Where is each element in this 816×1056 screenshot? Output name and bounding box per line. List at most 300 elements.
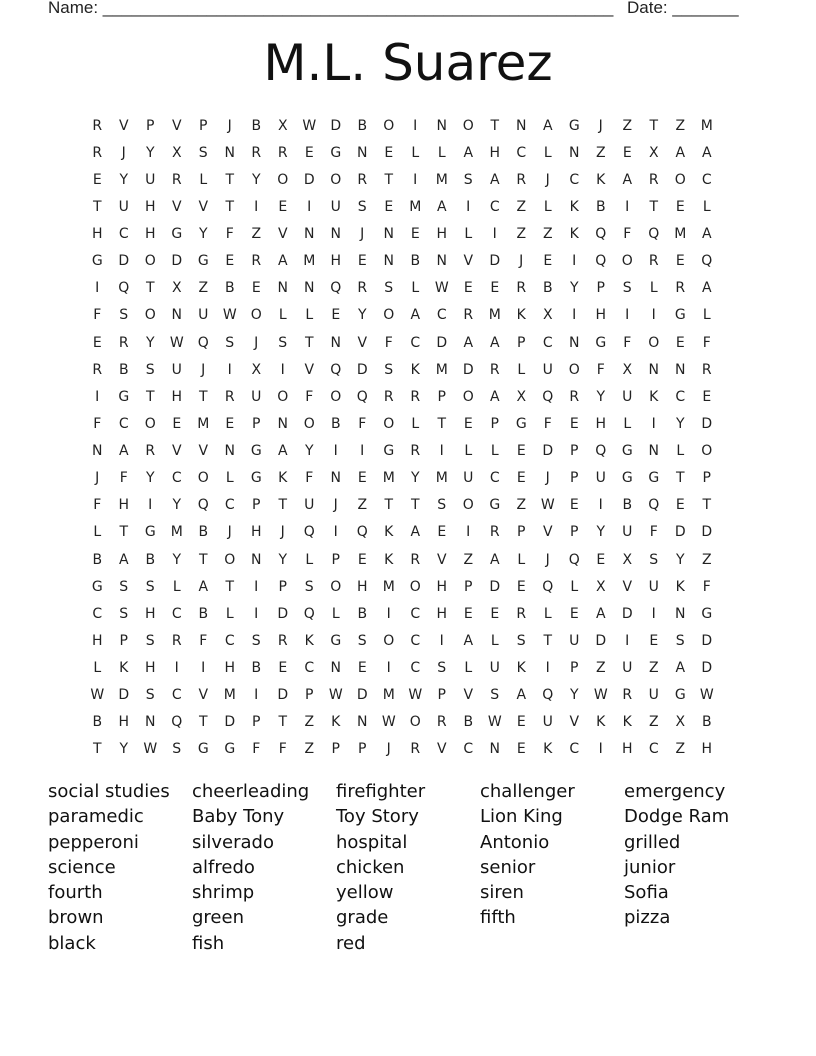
grid-letter: R	[277, 632, 288, 649]
grid-letter: I	[651, 307, 656, 324]
grid-letter: S	[145, 632, 155, 649]
grid-letter: S	[649, 551, 659, 568]
grid-letter: I	[413, 171, 418, 188]
grid-letter: O	[701, 443, 713, 460]
grid-letter: Z	[701, 551, 712, 568]
word-item: yellow	[336, 882, 394, 904]
grid-letter: P	[702, 470, 711, 487]
grid-letter: I	[545, 660, 550, 677]
grid-letter: F	[543, 415, 552, 432]
grid-letter: H	[118, 497, 130, 514]
grid-letter: G	[171, 226, 183, 243]
grid-letter: N	[330, 660, 341, 677]
grid-letter: J	[121, 144, 126, 161]
grid-letter: C	[463, 741, 474, 758]
grid-letter: X	[171, 280, 182, 297]
grid-letter: Y	[119, 171, 129, 188]
grid-letter: T	[410, 497, 420, 514]
word-item: brown	[48, 907, 104, 929]
grid-letter: E	[569, 415, 579, 432]
grid-letter: L	[649, 280, 658, 297]
grid-row	[84, 682, 732, 709]
grid-letter: N	[145, 714, 156, 731]
grid-letter: D	[277, 605, 289, 622]
grid-letter: E	[675, 334, 685, 351]
grid-letter: T	[145, 280, 155, 297]
grid-letter: J	[227, 117, 232, 134]
grid-letter: G	[224, 741, 236, 758]
grid-letter: J	[598, 117, 603, 134]
grid-letter: Z	[648, 660, 659, 677]
grid-letter: L	[278, 307, 287, 324]
grid-letter: Q	[197, 334, 209, 351]
grid-letter: Q	[542, 687, 554, 704]
grid-letter: U	[622, 524, 633, 541]
grid-letter: F	[93, 415, 102, 432]
grid-letter: M	[435, 361, 448, 378]
grid-letter: G	[250, 443, 262, 460]
grid-letter: R	[701, 361, 712, 378]
grid-letter: C	[489, 198, 500, 215]
grid-letter: N	[224, 144, 235, 161]
grid-letter: U	[145, 171, 156, 188]
grid-letter: Q	[303, 524, 315, 541]
grid-letter: Y	[304, 443, 314, 460]
grid-letter: B	[198, 605, 209, 622]
grid-letter: R	[224, 388, 235, 405]
grid-letter: S	[145, 361, 155, 378]
grid-letter: G	[648, 470, 660, 487]
grid-letter: C	[436, 307, 447, 324]
word-item: Sofia	[624, 882, 669, 904]
grid-letter: X	[622, 551, 633, 568]
grid-letter: Z	[595, 144, 606, 161]
grid-letter: I	[95, 388, 100, 405]
grid-letter: R	[145, 443, 156, 460]
grid-letter: R	[516, 171, 527, 188]
grid-letter: Q	[595, 226, 607, 243]
word-item: chicken	[336, 856, 405, 878]
grid-letter: K	[569, 226, 579, 243]
grid-letter: O	[462, 117, 474, 134]
grid-letter: Q	[595, 253, 607, 270]
grid-letter: Z	[198, 280, 209, 297]
grid-letter: P	[331, 741, 340, 758]
grid-letter: X	[675, 714, 686, 731]
grid-letter: G	[197, 253, 209, 270]
grid-letter: L	[331, 605, 340, 622]
grid-letter: A	[595, 605, 606, 622]
word-column	[192, 779, 336, 956]
grid-letter: Y	[278, 551, 288, 568]
grid-letter: N	[330, 226, 341, 243]
grid-letter: B	[463, 714, 474, 731]
grid-letter: E	[622, 144, 632, 161]
grid-letter: H	[595, 307, 607, 324]
grid-row	[84, 546, 732, 573]
grid-letter: N	[277, 415, 288, 432]
grid-letter: P	[570, 524, 579, 541]
grid-letter: Y	[357, 307, 367, 324]
grid-letter: T	[649, 198, 659, 215]
grid-letter: T	[384, 497, 394, 514]
grid-letter: B	[357, 117, 368, 134]
grid-letter: I	[572, 253, 577, 270]
grid-letter: M	[435, 171, 448, 188]
grid-letter: G	[621, 443, 633, 460]
grid-letter: Q	[118, 280, 130, 297]
grid-letter: V	[118, 117, 129, 134]
grid-letter: C	[224, 497, 235, 514]
grid-row	[84, 248, 732, 275]
grid-letter: J	[227, 524, 232, 541]
grid-letter: U	[251, 388, 262, 405]
grid-letter: O	[383, 632, 395, 649]
grid-letter: R	[410, 551, 421, 568]
grid-letter: E	[490, 605, 500, 622]
grid-letter: A	[463, 334, 474, 351]
grid-letter: B	[92, 714, 103, 731]
grid-letter: O	[197, 470, 209, 487]
grid-letter: K	[384, 524, 394, 541]
word-item: emergency	[624, 781, 726, 802]
grid-letter: Y	[145, 470, 155, 487]
grid-letter: Q	[568, 551, 580, 568]
grid-letter: A	[489, 334, 500, 351]
grid-row	[84, 139, 732, 166]
grid-letter: J	[545, 470, 550, 487]
grid-letter: P	[437, 687, 446, 704]
word-item: Lion King	[480, 806, 563, 828]
grid-letter: N	[383, 253, 394, 270]
grid-letter: M	[674, 226, 687, 243]
grid-letter: T	[92, 198, 102, 215]
grid-letter: D	[356, 361, 368, 378]
grid-letter: H	[436, 226, 448, 243]
grid-row	[84, 492, 732, 519]
grid-letter: J	[201, 361, 206, 378]
grid-letter: P	[490, 415, 499, 432]
grid-row	[84, 329, 732, 356]
grid-letter: Y	[596, 388, 606, 405]
grid-letter: O	[568, 361, 580, 378]
grid-letter: A	[489, 171, 500, 188]
grid-letter: M	[382, 470, 395, 487]
grid-letter: E	[702, 388, 712, 405]
grid-letter: S	[119, 307, 129, 324]
grid-letter: R	[489, 524, 500, 541]
grid-letter: Q	[648, 497, 660, 514]
grid-letter: V	[171, 443, 182, 460]
grid-letter: E	[410, 226, 420, 243]
grid-letter: H	[489, 144, 501, 161]
word-item: black	[48, 932, 96, 954]
grid-letter: U	[542, 361, 553, 378]
grid-letter: B	[410, 253, 421, 270]
grid-letter: U	[489, 660, 500, 677]
grid-letter: B	[622, 497, 633, 514]
grid-letter: H	[144, 226, 156, 243]
grid-letter: M	[223, 687, 236, 704]
grid-letter: O	[277, 171, 289, 188]
word-item: senior	[480, 856, 536, 878]
grid-letter: G	[91, 253, 103, 270]
grid-letter: A	[410, 307, 421, 324]
grid-letter: T	[675, 470, 685, 487]
grid-letter: P	[119, 632, 128, 649]
grid-letter: O	[303, 415, 315, 432]
grid-letter: C	[92, 605, 103, 622]
grid-letter: C	[675, 388, 686, 405]
word-item: pizza	[624, 907, 671, 929]
grid-letter: F	[305, 470, 314, 487]
grid-letter: C	[171, 605, 182, 622]
grid-letter: K	[119, 660, 129, 677]
grid-letter: D	[356, 687, 368, 704]
grid-row	[84, 573, 732, 600]
grid-letter: C	[516, 144, 527, 161]
grid-letter: G	[674, 307, 686, 324]
grid-letter: F	[596, 361, 605, 378]
grid-letter: R	[277, 144, 288, 161]
grid-letter: X	[622, 361, 633, 378]
grid-letter: U	[648, 687, 659, 704]
grid-letter: C	[489, 470, 500, 487]
grid-letter: K	[410, 361, 420, 378]
grid-letter: C	[648, 741, 659, 758]
grid-letter: R	[118, 334, 129, 351]
grid-letter: O	[409, 714, 421, 731]
grid-letter: C	[701, 171, 712, 188]
grid-letter: K	[675, 578, 685, 595]
grid-letter: E	[331, 307, 341, 324]
grid-letter: K	[569, 198, 579, 215]
grid-letter: D	[171, 253, 183, 270]
grid-letter: X	[277, 117, 288, 134]
grid-letter: P	[146, 117, 155, 134]
word-item: challenger	[480, 781, 575, 802]
grid-letter: K	[596, 171, 606, 188]
grid-letter: Y	[119, 741, 129, 758]
grid-letter: Z	[622, 117, 633, 134]
grid-letter: O	[144, 253, 156, 270]
grid-letter: U	[463, 470, 474, 487]
grid-letter: Z	[251, 226, 262, 243]
grid-letter: M	[382, 687, 395, 704]
grid-letter: L	[93, 524, 102, 541]
grid-letter: I	[254, 605, 259, 622]
grid-letter: D	[303, 171, 315, 188]
grid-letter: P	[252, 415, 261, 432]
grid-letter: H	[621, 741, 633, 758]
grid-letter: T	[225, 171, 235, 188]
grid-letter: Y	[145, 144, 155, 161]
grid-letter: Y	[172, 551, 182, 568]
grid-letter: W	[434, 280, 449, 297]
word-item: alfredo	[192, 856, 255, 878]
grid-letter: X	[516, 388, 527, 405]
grid-letter: S	[119, 578, 129, 595]
grid-letter: H	[171, 388, 183, 405]
word-item: shrimp	[192, 882, 255, 904]
grid-letter: D	[701, 660, 713, 677]
grid-letter: P	[252, 714, 261, 731]
grid-letter: N	[304, 226, 315, 243]
grid-letter: V	[542, 524, 553, 541]
grid-letter: A	[463, 144, 474, 161]
word-item: paramedic	[48, 806, 144, 828]
grid-letter: M	[488, 307, 501, 324]
grid-letter: F	[702, 578, 711, 595]
grid-letter: L	[411, 144, 420, 161]
grid-letter: I	[386, 660, 391, 677]
grid-letter: E	[172, 415, 182, 432]
grid-letter: N	[224, 443, 235, 460]
grid-letter: J	[360, 226, 365, 243]
grid-letter: S	[675, 632, 685, 649]
grid-letter: N	[436, 117, 447, 134]
grid-letter: B	[145, 551, 156, 568]
word-item: Dodge Ram	[624, 806, 730, 828]
grid-letter: P	[517, 524, 526, 541]
grid-letter: L	[464, 226, 473, 243]
grid-letter: T	[649, 117, 659, 134]
grid-letter: E	[357, 551, 367, 568]
grid-letter: E	[675, 497, 685, 514]
grid-letter: G	[568, 117, 580, 134]
grid-letter: E	[92, 334, 102, 351]
grid-letter: H	[436, 578, 448, 595]
grid-letter: D	[542, 443, 554, 460]
grid-letter: T	[278, 714, 288, 731]
grid-letter: O	[144, 415, 156, 432]
grid-letter: S	[225, 334, 235, 351]
grid-letter: I	[307, 198, 312, 215]
grid-letter: V	[304, 361, 315, 378]
grid-letter: I	[439, 632, 444, 649]
grid-letter: R	[171, 632, 182, 649]
grid-letter: Y	[410, 470, 420, 487]
grid-letter: C	[542, 334, 553, 351]
grid-letter: F	[623, 334, 632, 351]
grid-letter: O	[250, 307, 262, 324]
grid-letter: T	[437, 415, 447, 432]
grid-letter: S	[437, 497, 447, 514]
word-item: fourth	[48, 882, 103, 904]
grid-letter: I	[280, 361, 285, 378]
grid-letter: E	[649, 632, 659, 649]
grid-letter: H	[144, 660, 156, 677]
grid-letter: E	[675, 198, 685, 215]
grid-letter: S	[145, 578, 155, 595]
grid-letter: H	[356, 578, 368, 595]
grid-letter: Y	[172, 497, 182, 514]
grid-letter: G	[515, 415, 527, 432]
grid-letter: J	[545, 171, 550, 188]
grid-letter: G	[330, 632, 342, 649]
grid-letter: L	[702, 307, 711, 324]
grid-letter: L	[543, 198, 552, 215]
grid-letter: C	[410, 660, 421, 677]
grid-letter: F	[305, 388, 314, 405]
grid-letter: B	[198, 524, 209, 541]
word-item: red	[336, 932, 366, 954]
grid-row	[84, 112, 732, 139]
grid-letter: L	[199, 171, 208, 188]
grid-letter: N	[304, 280, 315, 297]
grid-letter: O	[330, 578, 342, 595]
grid-letter: W	[408, 687, 423, 704]
grid-letter: K	[622, 714, 632, 731]
grid-letter: E	[516, 578, 526, 595]
grid-letter: E	[463, 415, 473, 432]
grid-letter: R	[92, 144, 103, 161]
grid-letter: O	[383, 415, 395, 432]
grid-letter: R	[648, 171, 659, 188]
grid-letter: E	[516, 470, 526, 487]
grid-letter: U	[330, 198, 341, 215]
grid-letter: G	[595, 334, 607, 351]
grid-letter: D	[118, 687, 130, 704]
grid-letter: T	[92, 741, 102, 758]
grid-letter: C	[569, 171, 580, 188]
grid-letter: X	[251, 361, 262, 378]
grid-letter: L	[305, 551, 314, 568]
grid-letter: Y	[675, 415, 685, 432]
grid-letter: I	[625, 198, 630, 215]
grid-row	[84, 410, 732, 437]
grid-letter: S	[384, 361, 394, 378]
grid-letter: J	[545, 551, 550, 568]
grid-letter: A	[489, 551, 500, 568]
grid-letter: A	[701, 226, 712, 243]
grid-letter: J	[280, 524, 285, 541]
grid-letter: F	[119, 470, 128, 487]
grid-letter: D	[489, 578, 501, 595]
grid-letter: N	[357, 144, 368, 161]
grid-letter: R	[410, 388, 421, 405]
grid-letter: I	[413, 117, 418, 134]
grid-letter: E	[384, 198, 394, 215]
grid-letter: S	[357, 198, 367, 215]
grid-letter: N	[330, 334, 341, 351]
grid-letter: Q	[197, 497, 209, 514]
grid-letter: F	[358, 415, 367, 432]
word-item: social studies	[48, 781, 170, 802]
grid-letter: Z	[304, 741, 315, 758]
grid-letter: D	[674, 524, 686, 541]
grid-letter: W	[222, 307, 237, 324]
grid-row	[84, 383, 732, 410]
grid-letter: S	[357, 632, 367, 649]
grid-letter: R	[648, 253, 659, 270]
grid-letter: R	[410, 443, 421, 460]
grid-letter: G	[250, 470, 262, 487]
grid-letter: H	[91, 632, 103, 649]
grid-letter: I	[651, 605, 656, 622]
grid-letter: H	[144, 605, 156, 622]
grid-letter: E	[543, 253, 553, 270]
grid-letter: F	[93, 497, 102, 514]
grid-letter: S	[384, 280, 394, 297]
grid-letter: P	[278, 578, 287, 595]
grid-letter: A	[118, 551, 129, 568]
grid-letter: P	[358, 741, 367, 758]
grid-letter: E	[278, 198, 288, 215]
grid-letter: I	[227, 361, 232, 378]
grid-letter: T	[119, 524, 129, 541]
grid-letter: J	[95, 470, 100, 487]
